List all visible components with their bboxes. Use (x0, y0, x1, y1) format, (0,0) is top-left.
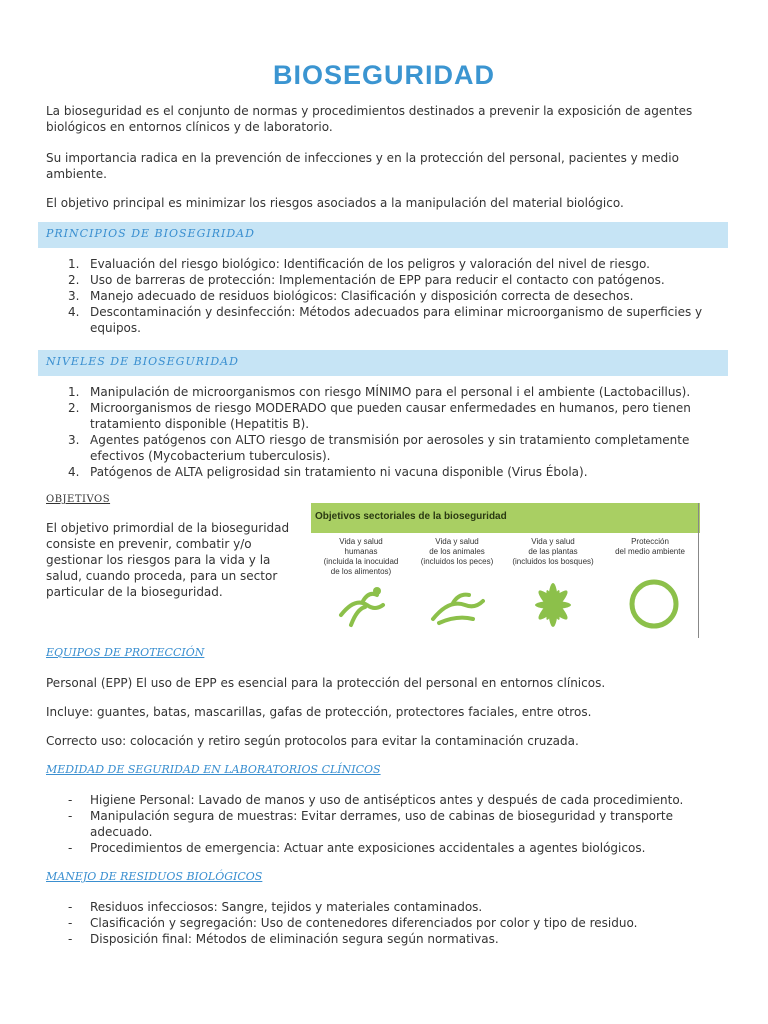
human-figure-icon (333, 575, 389, 633)
list-item: 1. Evaluación del riesgo biológico: Identificación de los peligros y valoración del nivel de riesgo. (68, 257, 650, 271)
section-heading-principios: PRINCIPIOS DE BIOSEGIRIDAD (46, 227, 255, 240)
list-item: - Residuos infecciosos: Sangre, tejidos y materiales contaminados. (68, 900, 483, 914)
principios-list (46, 256, 726, 336)
niveles-list (46, 384, 726, 480)
equipos-paragraph-3: Correcto uso: colocación y retiro según protocolos para evitar la contaminación cruzada. (46, 734, 579, 748)
circle-environment-icon (626, 575, 682, 633)
intro-paragraph-2: Su importancia radica en la prevención de infecciones y en la protección del personal, pacientes y medio ambiente. (46, 151, 679, 181)
intro-paragraph-1: La bioseguridad es el conjunto de normas y procedimientos destinados a prevenir la exposición de agentes biológicos en entornos clínicos y de laboratorio. (46, 104, 693, 134)
section-heading-medidas: MEDIDAD DE SEGURIDAD EN LABORATORIOS CLÍNICOS (46, 763, 381, 776)
figure-header (311, 503, 700, 533)
section-heading-niveles: NIVELES DE BIOSEGURIDAD (46, 355, 239, 368)
section-heading-equipos: EQUIPOS DE PROTECCIÓN (46, 646, 205, 659)
figure-edge-line (698, 503, 699, 638)
list-item: - Manipulación segura de muestras: Evitar derrames, uso de cabinas de bioseguridad y transporte adecuado. (68, 809, 673, 839)
figure-column-medio-ambiente: Protección del medio ambiente (615, 537, 685, 556)
figure-title: Objetivos sectoriales de la bioseguridad (315, 511, 507, 522)
equipos-paragraph-1: Personal (EPP) El uso de EPP es esencial para la protección del personal en entornos clínicos. (46, 676, 606, 690)
section-bar-niveles (38, 350, 728, 376)
list-item: 3. Agentes patógenos con ALTO riesgo de transmisión por aerosoles y sin tratamiento completamente efectivos (Mycobacterium tuberculosis). (68, 433, 690, 463)
residuos-list (46, 899, 726, 947)
objetivos-sectoriales-figure (311, 503, 700, 638)
plant-figure-icon (525, 575, 581, 633)
list-item: 2. Microorganismos de riesgo MODERADO que pueden causar enfermedades en humanos, pero tienen tratamiento disponible (Hepatitis B). (68, 401, 691, 431)
list-item: 3. Manejo adecuado de residuos biológicos: Clasificación y disposición correcta de desechos. (68, 289, 634, 303)
objetivos-text: El objetivo primordial de la bioseguridad consiste en prevenir, combatir y/o gestionar los riesgos para la vida y la salud, cuando proceda, para un sector particular de la bioseguridad. (46, 521, 290, 599)
section-heading-objetivos: OBJETIVOS (46, 494, 111, 505)
page-title: BIOSEGURIDAD (272, 60, 495, 90)
equipos-paragraph-2: Incluye: guantes, batas, mascarillas, gafas de protección, protectores faciales, entre otros. (46, 705, 592, 719)
figure-column-plantas: Vida y salud de las plantas (incluidos los bosques) (512, 537, 594, 566)
list-item: 2. Uso de barreras de protección: Implementación de EPP para reducir el contacto con patógenos. (68, 273, 665, 287)
list-item: - Clasificación y segregación: Uso de contenedores diferenciados por color y tipo de residuo. (68, 916, 638, 930)
list-item: 4. Descontaminación y desinfección: Métodos adecuados para eliminar microorganismo de superficies y equipos. (68, 305, 703, 335)
animal-figure-icon (429, 575, 485, 633)
section-bar-principios (38, 222, 728, 248)
medidas-list (46, 792, 726, 856)
list-item: - Procedimientos de emergencia: Actuar ante exposiciones accidentales a agentes biológicos. (68, 841, 646, 855)
intro-paragraph-3: El objetivo principal es minimizar los riesgos asociados a la manipulación del material biológico. (46, 196, 624, 210)
list-item: - Higiene Personal: Lavado de manos y uso de antisépticos antes y después de cada procedimiento. (68, 793, 684, 807)
list-item: - Disposición final: Métodos de eliminación segura según normativas. (68, 932, 499, 946)
list-item: 1. Manipulación de microorganismos con riesgo MÍNIMO para el personal i el ambiente (Lactobacillus). (68, 385, 691, 399)
figure-column-humanas: Vida y salud humanas (incluida la inocuidad de los alimentos) (323, 537, 399, 576)
list-item: 4. Patógenos de ALTA peligrosidad sin tratamiento ni vacuna disponible (Virus Ébola). (68, 465, 588, 479)
section-heading-residuos: MANEJO DE RESIDUOS BIOLÓGICOS (46, 870, 263, 883)
figure-column-animales: Vida y salud de los animales (incluidos los peces) (420, 537, 494, 566)
